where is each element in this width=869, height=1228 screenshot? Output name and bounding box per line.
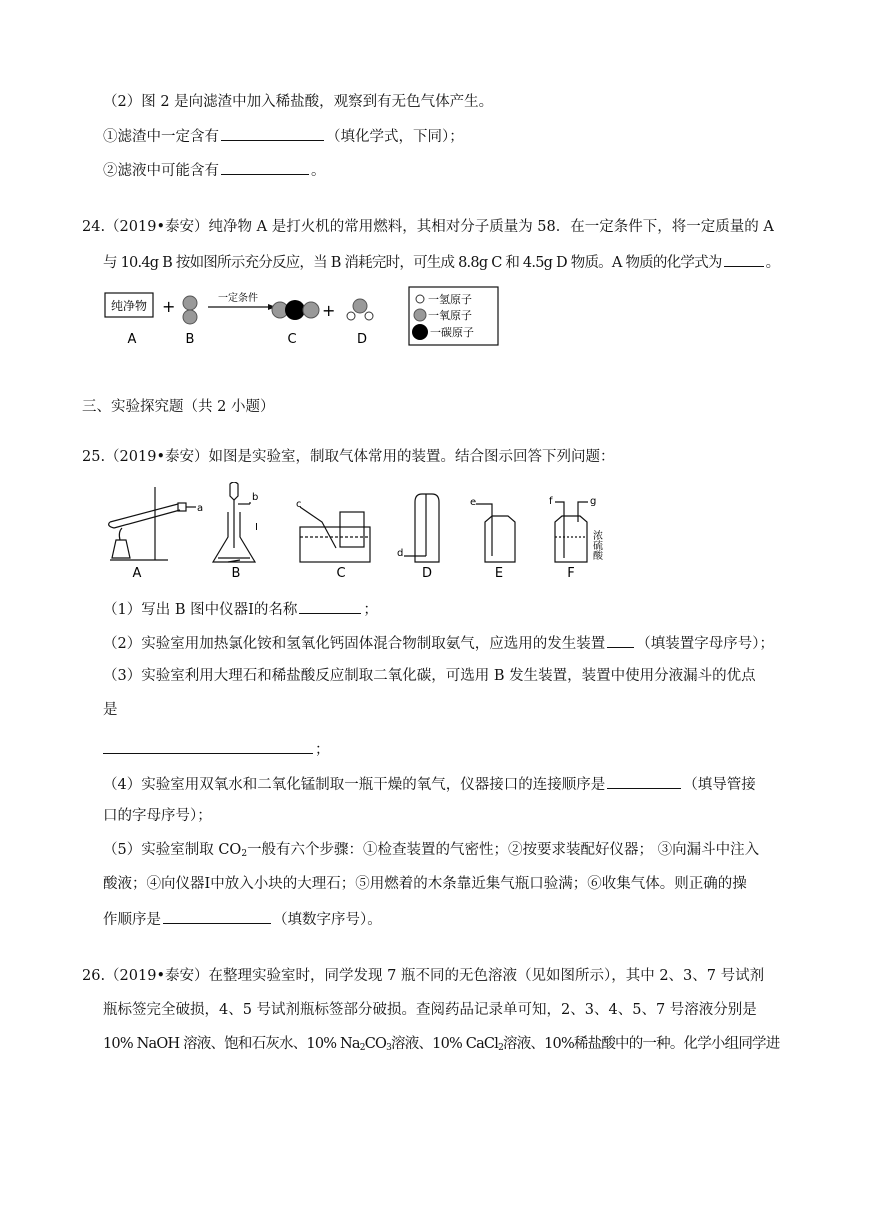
hydrogen-atom-legend [416,295,424,303]
apparatus-figure [100,482,620,582]
label-D: D [356,332,368,347]
q24-line2: 与 10.4g B 按如图所示充分反应，当 B 消耗完时，可生成 8.8g C 和 4.5g D 物质。A 物质的化学式为 。 [103,251,779,273]
port-a: a [197,503,204,514]
apparatus-D [404,494,439,562]
label-C: C [287,332,297,347]
port-e: e [470,497,477,508]
plus-sign: + [322,301,336,320]
hydrogen-atom [347,312,355,320]
q25-part5-line1: （5）实验室制取 $CO_2$一般有六个步骤：①检查装置的气密性；②按要求装配好仪器； ③向漏斗中注入 [103,842,760,859]
label-B: B [231,566,241,581]
port-b: b [252,492,259,503]
answer-blank[interactable] [221,159,309,175]
answer-blank[interactable] [724,251,764,267]
answer-blank[interactable] [103,738,313,754]
q23-item2: ②滤液中可能含有 。 [103,159,326,181]
carbon-atom [285,300,305,320]
q26-line1: 26.（2019•泰安）在整理实验室时，同学发现 7 瓶不同的无色溶液（见如图所示），其中 2、3、7 号试剂 [82,968,765,984]
port-d: d [397,548,404,559]
answer-blank[interactable] [221,125,324,141]
q25-part5-line3: 作顺序是 （填数字序号）。 [103,908,382,930]
q25-part3-line1: （3）实验室利用大理石和稀盐酸反应制取二氧化碳，可选用 B 发生装置，装置中使用分液漏斗的优点 [103,668,756,684]
q25-intro: 25.（2019•泰安）如图是实验室，制取气体常用的装置。结合图示回答下列问题： [82,449,615,465]
label-F: F [567,566,575,581]
apparatus-C [300,507,370,562]
label-E: E [494,566,504,581]
legend-oxygen: 一氧原子 [428,309,472,322]
oxygen-atom [303,302,319,318]
label-A: A [132,566,142,581]
label-I: I [255,522,258,533]
answer-blank[interactable] [163,908,271,924]
label-A: A [127,332,137,347]
port-g: g [590,496,597,507]
q25-part5-line2: 酸液；④向仪器Ⅰ中放入小块的大理石；⑤用燃着的木条靠近集气瓶口验满；⑥收集气体。则正确的操 [103,876,747,892]
arrow-condition: 一定条件 [218,293,258,304]
legend-carbon: 一碳原子 [430,326,474,339]
legend-hydrogen: 一氢原子 [428,293,472,306]
q25-part1: （1）写出 B 图中仪器Ⅰ的名称 ； [103,598,378,620]
q25-part3-line3: ； [103,738,330,760]
oxygen-atom [353,299,367,313]
label-C: C [336,566,346,581]
q25-part2: （2）实验室用加热氯化铵和氢氧化钙固体混合物制取氨气，应选用的发生装置 （填装置字母序号）； [103,632,774,654]
apparatus-A [109,487,196,560]
pure-substance-box: 纯净物 [110,299,148,313]
hydrogen-atom [365,312,373,320]
port-f: f [549,496,553,507]
label-B: B [185,332,195,347]
q23-item1: ①滤渣中一定含有 （填化学式，下同）； [103,125,464,147]
q26-line3: 10% NaOH 溶液、饱和石灰水、10% $Na_2CO_3$溶液、10% CaCl$_2$溶液、10%稀盐酸中的一种。化学小组同学进 [103,1036,780,1053]
q25-part3-line2: 是 [103,702,118,718]
oxygen-atom [183,310,197,324]
q23-part2-intro: （2）图 2 是向滤渣中加入稀盐酸，观察到有无色气体产生。 [103,94,494,110]
answer-blank[interactable] [607,632,634,648]
label-D: D [421,566,433,581]
answer-blank[interactable] [607,773,681,789]
q26-line2: 瓶标签完全破损，4、5 号试剂瓶标签部分破损。查阅药品记录单可知，2、3、4、5、7 号溶液分别是 [103,1002,757,1018]
apparatus-E [476,504,515,562]
plus-sign: + [162,297,176,316]
apparatus-F [555,502,588,562]
section-title: 三、实验探究题（共 2 小题） [82,399,275,415]
answer-blank[interactable] [299,598,361,614]
apparatus-B [213,482,255,562]
carbon-atom-legend [412,324,428,340]
port-c: c [296,499,302,510]
oxygen-atom [183,296,197,310]
oxygen-atom-legend [414,309,426,321]
q25-part4: （4）实验室用双氧水和二氧化锰制取一瓶干燥的氧气，仪器接口的连接顺序是 （填导管接 [103,773,756,795]
q24-line1: 24.（2019•泰安）纯净物 A 是打火机的常用燃料，其相对分子质量为 58．在一定条件下，将一定质量的 A [82,219,774,235]
f-side-label: 浓硫酸 [590,530,602,560]
q25-part4-line2: 口的字母序号）； [103,808,212,824]
reaction-figure [100,285,520,350]
